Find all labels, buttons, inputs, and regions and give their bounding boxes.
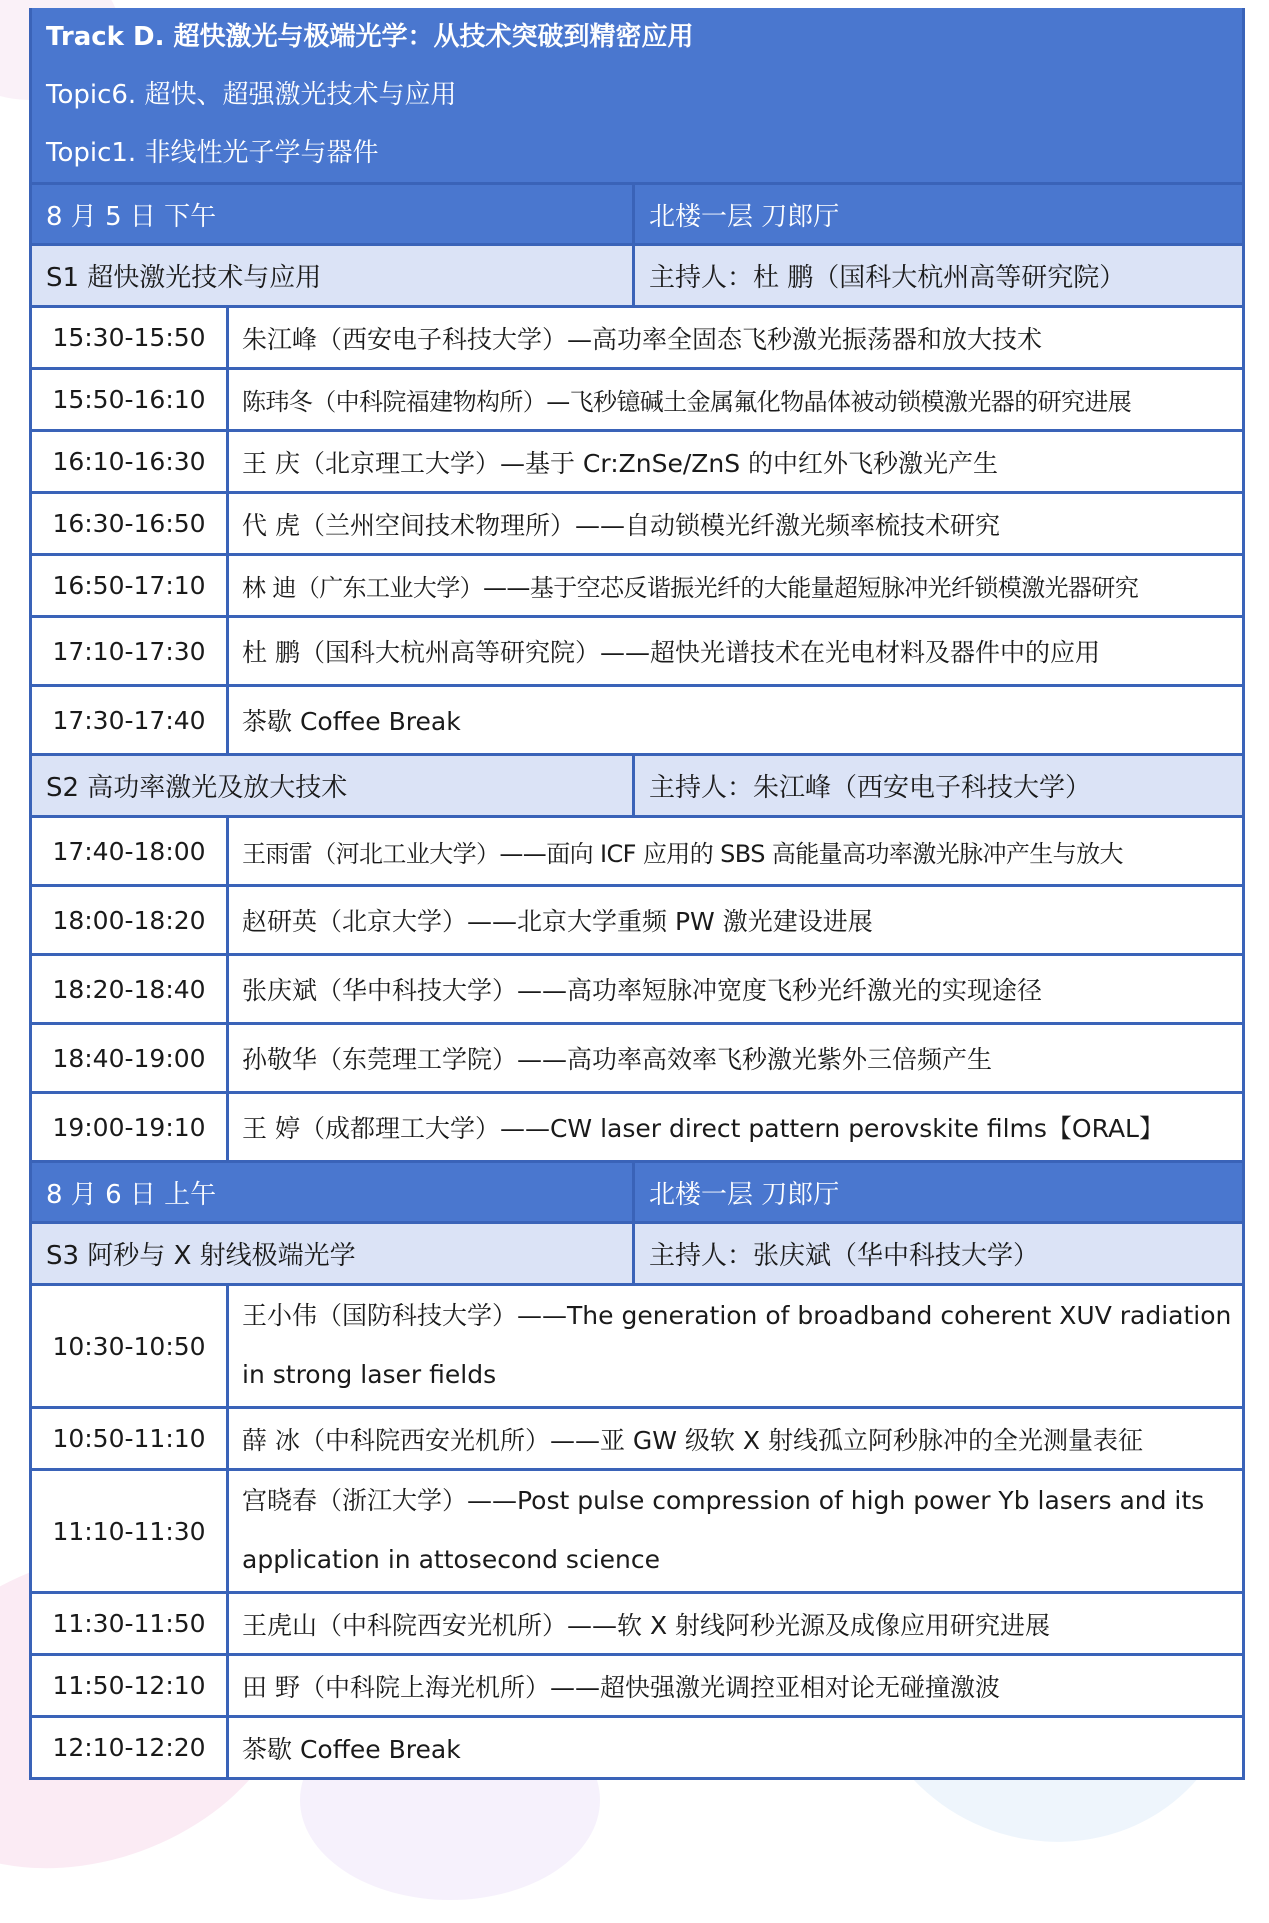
talk-row <box>32 1283 1242 1406</box>
talk-content: 张庆斌（华中科技大学）——高功率短脉冲宽度飞秒光纤激光的实现途径 <box>242 976 1043 1005</box>
talk-time: 16:50-17:10 <box>32 556 229 615</box>
talk-content: 孙敬华（东莞理工学院）——高功率高效率飞秒激光紫外三倍频产生 <box>242 1045 993 1074</box>
venue-cell: 北楼一层 刀郎厅 <box>635 1163 1242 1221</box>
session-title: S2 高功率激光及放大技术 <box>32 756 635 815</box>
talk-content: 茶歇 Coffee Break <box>242 707 461 736</box>
session-row <box>32 243 1242 305</box>
talk-row <box>32 429 1242 491</box>
talk-row <box>32 953 1242 1022</box>
talk-content: 陈玮冬（中科院福建物构所）—飞秒镱碱土金属氟化物晶体被动锁模激光器的研究进展 <box>242 388 1132 416</box>
talk-row <box>32 615 1242 684</box>
talk-row <box>32 815 1242 884</box>
session-row <box>32 753 1242 815</box>
talk-content: 林 迪（广东工业大学）——基于空芯反谐振光纤的大能量超短脉冲光纤锁模激光器研究 <box>242 574 1139 602</box>
talk-time: 15:30-15:50 <box>32 308 229 367</box>
talk-row <box>32 491 1242 553</box>
talk-time: 15:50-16:10 <box>32 370 229 429</box>
talk-time: 11:50-12:10 <box>32 1656 229 1715</box>
talk-row <box>32 884 1242 953</box>
talk-content: 王虎山（中科院西安光机所）——软 X 射线阿秒光源及成像应用研究进展 <box>242 1610 1051 1640</box>
talk-time: 19:00-19:10 <box>32 1094 229 1160</box>
talk-time: 17:40-18:00 <box>32 818 229 884</box>
topic-line: Topic1. 非线性光子学与器件 <box>46 138 379 168</box>
talk-row <box>32 1468 1242 1591</box>
track-header <box>32 8 1242 182</box>
talk-content: 薛 冰（中科院西安光机所）——亚 GW 级软 X 射线孤立阿秒脉冲的全光测量表征 <box>242 1425 1143 1455</box>
talk-content: 宫晓春（浙江大学）——Post pulse compression of high power Yb lasers and its application in attosecond science <box>242 1486 1205 1574</box>
topic-line: Topic6. 超快、超强激光技术与应用 <box>46 80 457 110</box>
talk-time: 18:00-18:20 <box>32 887 229 953</box>
session-title: S3 阿秒与 X 射线极端光学 <box>32 1224 635 1283</box>
talk-time: 18:20-18:40 <box>32 956 229 1022</box>
talk-row <box>32 367 1242 429</box>
session-row <box>32 1221 1242 1283</box>
date-cell: 8 月 6 日 上午 <box>32 1163 635 1221</box>
session-host: 主持人：杜 鹏（国科大杭州高等研究院） <box>635 246 1242 305</box>
talk-content: 朱江峰（西安电子科技大学）—高功率全固态飞秒激光振荡器和放大技术 <box>242 324 1043 354</box>
talk-content: 田 野（中科院上海光机所）——超快强激光调控亚相对论无碰撞激波 <box>242 1672 1000 1702</box>
track-title: Track D. 超快激光与极端光学：从技术突破到精密应用 <box>46 22 694 52</box>
talk-content: 王雨雷（河北工业大学）——面向 ICF 应用的 SBS 高能量高功率激光脉冲产生与放大 <box>242 839 1123 868</box>
session-host: 主持人：张庆斌（华中科技大学） <box>635 1224 1242 1283</box>
talk-content: 代 虎（兰州空间技术物理所）——自动锁模光纤激光频率梳技术研究 <box>242 510 1000 540</box>
date-row <box>32 182 1242 243</box>
talk-content: 杜 鹏（国科大杭州高等研究院）——超快光谱技术在光电材料及器件中的应用 <box>242 638 1100 667</box>
talk-row <box>32 1653 1242 1715</box>
venue-cell: 北楼一层 刀郎厅 <box>635 185 1242 243</box>
talk-time: 10:50-11:10 <box>32 1409 229 1468</box>
talk-time: 17:10-17:30 <box>32 618 229 684</box>
talk-row <box>32 684 1242 753</box>
talk-row <box>32 1022 1242 1091</box>
date-cell: 8 月 5 日 下午 <box>32 185 635 243</box>
session-title: S1 超快激光技术与应用 <box>32 246 635 305</box>
talk-time: 16:30-16:50 <box>32 494 229 553</box>
talk-time: 18:40-19:00 <box>32 1025 229 1091</box>
talk-content: 赵研英（北京大学）——北京大学重频 PW 激光建设进展 <box>242 907 873 936</box>
talk-content: 茶歇 Coffee Break <box>242 1734 461 1764</box>
talk-time: 10:30-10:50 <box>32 1286 229 1406</box>
talk-time: 17:30-17:40 <box>32 687 229 753</box>
talk-row <box>32 1406 1242 1468</box>
date-row <box>32 1160 1242 1221</box>
talk-time: 12:10-12:20 <box>32 1718 229 1777</box>
schedule-table <box>29 8 1245 1780</box>
talk-row <box>32 1091 1242 1160</box>
talk-row <box>32 553 1242 615</box>
talk-row <box>32 305 1242 367</box>
session-host: 主持人：朱江峰（西安电子科技大学） <box>635 756 1242 815</box>
talk-time: 11:30-11:50 <box>32 1594 229 1653</box>
talk-row <box>32 1715 1242 1777</box>
talk-content: 王 婷（成都理工大学）——CW laser direct pattern perovskite films【ORAL】 <box>242 1114 1164 1143</box>
talk-content: 王 庆（北京理工大学）—基于 Cr:ZnSe/ZnS 的中红外飞秒激光产生 <box>242 448 999 478</box>
talk-time: 16:10-16:30 <box>32 432 229 491</box>
talk-content: 王小伟（国防科技大学）——The generation of broadband coherent XUV radiation in strong laser fields <box>242 1301 1232 1389</box>
talk-row <box>32 1591 1242 1653</box>
talk-time: 11:10-11:30 <box>32 1471 229 1591</box>
